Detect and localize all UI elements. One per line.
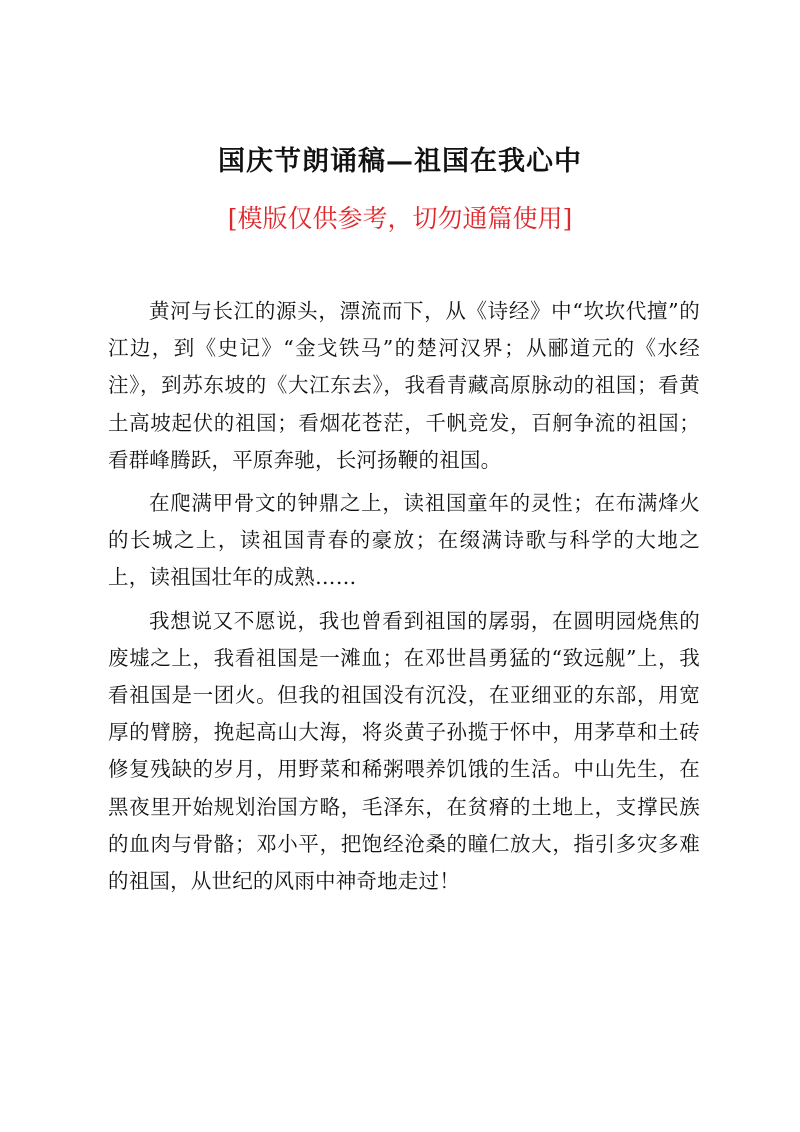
paragraph-3: 我想说又不愿说，我也曾看到祖国的孱弱，在圆明园烧焦的废墟之上，我看祖国是一滩血；在邓世昌勇猛的“致远舰”上，我看祖国是一团火。但我的祖国没有沉没，在亚细亚的东部，用宽厚的臂膀，挽起高山大海，将炎黄子孙揽于怀中，用茅草和土砖修复残缺的岁月，用野菜和稀粥喂养饥饿的生活。中山先生，在黑夜里开始规划治国方略，毛泽东，在贫瘠的土地上，支撑民族的血肉与骨骼；邓小平，把饱经沧桑的瞳仁放大，指引多灾多难的祖国，从世纪的风雨中神奇地走过！ [108, 608, 700, 894]
document-body [108, 293, 700, 906]
template-notice: [模版仅供参考，切勿通篇使用] [227, 204, 573, 233]
paragraph-1: 黄河与长江的源头，漂流而下，从《诗经》中“坎坎代擅”的江边，到《史记》“金戈铁马”的楚河汉界；从郦道元的《水经注》，到苏东坡的《大江东去》，我看青藏高原脉动的祖国；看黄土高坡起伏的祖国；看烟花苍茫，千帆竞发，百舸争流的祖国；看群峰腾跃，平原奔驰，长河扬鞭的祖国。 [108, 299, 700, 472]
page-title: 国庆节朗诵稿—祖国在我心中 [218, 146, 582, 177]
paragraph-2: 在爬满甲骨文的钟鼎之上，读祖国童年的灵性；在布满烽火的长城之上，读祖国青春的豪放；在缀满诗歌与科学的大地之上，读祖国壮年的成熟…… [108, 491, 700, 590]
